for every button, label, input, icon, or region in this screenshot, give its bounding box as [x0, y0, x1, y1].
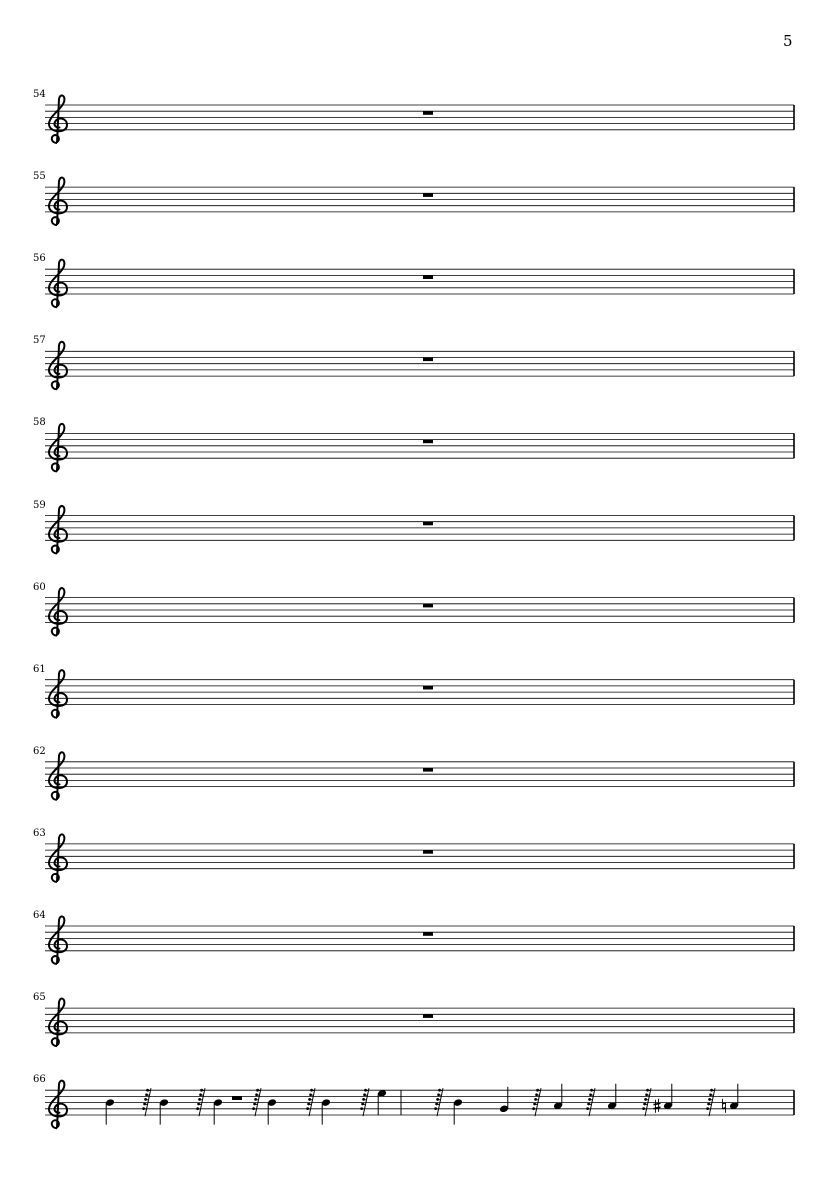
- measure-number: 60: [33, 581, 46, 593]
- rest-flag: [365, 1095, 368, 1096]
- treble-clef-icon: [49, 424, 67, 472]
- rest-flag: [257, 1095, 260, 1096]
- rest-flag: [308, 1109, 311, 1110]
- rest-flag: [198, 1109, 201, 1110]
- rest-flag: [200, 1099, 203, 1100]
- rest-flag: [311, 1095, 314, 1096]
- treble-clef-icon: [49, 178, 67, 226]
- whole-rest-icon: [423, 604, 433, 608]
- staff-system: [45, 95, 794, 143]
- whole-rest-icon: [423, 275, 433, 279]
- whole-rest-icon: [423, 358, 433, 362]
- rest-flag: [436, 1109, 439, 1110]
- rest-flag: [310, 1099, 313, 1100]
- rest-flag: [708, 1109, 711, 1110]
- rest-flag: [644, 1109, 647, 1110]
- measure-number: 59: [33, 499, 46, 511]
- treble-clef-icon: [49, 95, 67, 143]
- rest-flag: [199, 1104, 202, 1105]
- staff-system: [45, 178, 794, 226]
- measure-number: 65: [33, 992, 46, 1004]
- rest-flag: [538, 1090, 541, 1091]
- rest-flag: [145, 1104, 148, 1105]
- rest-flag: [363, 1104, 366, 1105]
- measure-number: 66: [33, 1074, 46, 1086]
- rest-flag: [588, 1109, 591, 1110]
- measure-number: 55: [33, 171, 46, 183]
- rest-flag: [592, 1090, 595, 1091]
- treble-clef-icon: [49, 506, 67, 554]
- treble-clef-icon: [49, 342, 67, 390]
- measure-number: 61: [33, 663, 46, 675]
- rest-flag: [648, 1090, 651, 1091]
- staff-system: [45, 916, 794, 964]
- treble-clef-icon: [49, 752, 67, 800]
- rest-flag: [146, 1099, 149, 1100]
- rest-flag: [437, 1104, 440, 1105]
- rest-flag: [258, 1090, 261, 1091]
- rest-flag: [202, 1090, 205, 1091]
- whole-rest-icon: [232, 1096, 242, 1100]
- whole-rest-icon: [423, 768, 433, 772]
- rest-flag: [364, 1099, 367, 1100]
- rest-flag: [362, 1109, 365, 1110]
- staff-system: [45, 999, 794, 1047]
- rest-flag: [255, 1104, 258, 1105]
- treble-clef-icon: [49, 999, 67, 1047]
- sharp-icon: [654, 1103, 661, 1105]
- measure-number: 63: [33, 827, 46, 839]
- whole-rest-icon: [423, 522, 433, 526]
- rest-flag: [147, 1095, 150, 1096]
- rest-flag: [645, 1104, 648, 1105]
- rest-flag: [710, 1099, 713, 1100]
- measure-number: 62: [33, 745, 46, 757]
- rest-flag: [590, 1099, 593, 1100]
- rest-flag: [439, 1095, 442, 1096]
- rest-flag: [711, 1095, 714, 1096]
- treble-clef-icon: [49, 670, 67, 718]
- whole-rest-icon: [423, 850, 433, 854]
- page-number: 5: [783, 32, 793, 50]
- measure-number: 64: [33, 910, 46, 921]
- rest-flag: [591, 1095, 594, 1096]
- natural-icon: [723, 1108, 726, 1109]
- treble-clef-icon: [49, 260, 67, 308]
- rest-flag: [535, 1104, 538, 1105]
- whole-rest-icon: [423, 111, 433, 115]
- measure-number: 58: [33, 417, 46, 429]
- staff-system: [45, 588, 794, 636]
- measure-number: 54: [33, 89, 46, 100]
- rest-flag: [647, 1095, 650, 1096]
- rest-flag: [256, 1099, 259, 1100]
- treble-clef-icon: [49, 1081, 67, 1129]
- rest-flag: [366, 1090, 369, 1091]
- rest-flag: [536, 1099, 539, 1100]
- measure-number: 57: [33, 335, 46, 347]
- whole-rest-icon: [423, 932, 433, 936]
- measure-number: 56: [33, 253, 46, 265]
- rest-flag: [438, 1099, 441, 1100]
- staff-system: [45, 670, 794, 718]
- rest-flag: [534, 1109, 537, 1110]
- staff-system: [45, 506, 794, 554]
- rest-flag: [312, 1090, 315, 1091]
- staff-system: [45, 424, 794, 472]
- rest-flag: [440, 1090, 443, 1091]
- natural-icon: [723, 1103, 726, 1104]
- rest-flag: [712, 1090, 715, 1091]
- rest-flag: [144, 1109, 147, 1110]
- treble-clef-icon: [49, 916, 67, 964]
- rest-flag: [309, 1104, 312, 1105]
- treble-clef-icon: [49, 588, 67, 636]
- rest-flag: [537, 1095, 540, 1096]
- rest-flag: [709, 1104, 712, 1105]
- treble-clef-icon: [49, 834, 67, 882]
- whole-rest-icon: [423, 686, 433, 690]
- staff-system: [45, 260, 794, 308]
- staff-system: [45, 342, 794, 390]
- whole-rest-icon: [423, 193, 433, 197]
- whole-rest-icon: [423, 1014, 433, 1018]
- rest-flag: [148, 1090, 151, 1091]
- rest-flag: [589, 1104, 592, 1105]
- staff-system: [45, 1081, 794, 1129]
- rest-flag: [201, 1095, 204, 1096]
- staff-system: [45, 834, 794, 882]
- rest-flag: [646, 1099, 649, 1100]
- rest-flag: [254, 1109, 257, 1110]
- staff-system: [45, 752, 794, 800]
- whole-rest-icon: [423, 440, 433, 444]
